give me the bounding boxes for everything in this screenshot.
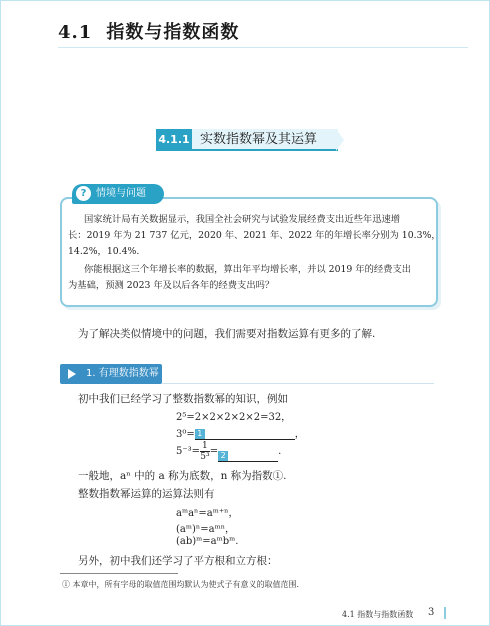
subsection-title: 1. 有理数指数幂	[86, 368, 159, 379]
page-edge-bar	[444, 607, 446, 619]
subsection-divider	[162, 383, 434, 384]
footnote-divider	[60, 573, 178, 574]
formula-zero-power	[176, 425, 305, 440]
scenario-tab-label: 情境与问题	[96, 188, 146, 199]
running-title: 4.1 指数与指数函数	[342, 610, 414, 619]
formula-zero-suffix: ，	[294, 429, 305, 440]
formula-negative-power	[176, 441, 281, 462]
rule-power: (aᵐ)ⁿ=aᵐⁿ，	[176, 524, 236, 535]
scenario-line-4: 你能根据这三个年增长率的数据，算出年平均增长率，并以 2019 年的经费支出	[84, 264, 412, 275]
body-line-3: 整数指数幂运算的运算法则有	[78, 488, 215, 500]
footnote: ① 本章中，所有字母的取值范围均默认为使式子有意义的取值范围.	[62, 580, 300, 589]
chapter-title	[58, 18, 239, 44]
intro-paragraph: 为了解决类似情境中的问题，我们需要对指数运算有更多的了解.	[78, 328, 376, 340]
chapter-number: 4.1	[58, 22, 93, 43]
blank-number-2: 2	[218, 451, 228, 461]
section-banner	[156, 129, 344, 151]
subsection-banner	[60, 364, 162, 384]
formula-zero-prefix: 3⁰=	[176, 429, 195, 440]
answer-blank-1	[195, 428, 295, 440]
blank-number-1: 1	[195, 429, 205, 439]
page-number: 3	[428, 607, 435, 618]
rule-product: aᵐaⁿ=aᵐ⁺ⁿ，	[176, 508, 239, 519]
fraction-denominator: 5³	[200, 452, 210, 462]
body-line-1: 初中我们已经学习了整数指数幂的知识，例如	[78, 393, 288, 405]
chapter-title-text: 指数与指数函数	[106, 22, 240, 43]
body-line-2: 一般地，aⁿ 中的 a 称为底数，n 称为指数①.	[78, 470, 287, 482]
chapter-divider	[58, 47, 468, 48]
formula-neg-prefix: 5⁻³=	[176, 446, 201, 457]
banner-tail	[336, 129, 344, 151]
formula-neg-eq: =	[209, 446, 219, 457]
section-number: 4.1.1	[156, 129, 192, 151]
rule-distribution: (ab)ᵐ=aᵐbᵐ.	[176, 536, 239, 547]
scenario-line-3: 14.2%，10.4%.	[68, 246, 140, 257]
scenario-tab	[72, 184, 164, 204]
section-title: 实数指数幂及其运算	[192, 129, 338, 151]
body-line-4: 另外，初中我们还学习了平方根和立方根：	[78, 555, 278, 567]
scenario-line-5: 为基础，预测 2023 年及以后各年的经费支出吗？	[68, 280, 275, 291]
fraction-numerator: 1	[202, 441, 208, 451]
question-icon: ?	[76, 186, 91, 201]
formula-neg-suffix: .	[278, 446, 282, 457]
fraction	[200, 441, 210, 462]
scenario-line-2: 长：2019 年为 21 737 亿元，2020 年、2021 年、2022 年的年增长率分别为 10.3%，	[68, 230, 441, 241]
arrow-icon	[68, 369, 76, 379]
formula-power-of-two: 2⁵=2×2×2×2×2=32，	[176, 412, 292, 423]
answer-blank-2	[218, 450, 278, 462]
scenario-line-1: 国家统计局有关数据显示，我国全社会研究与试验发展经费支出近些年迅速增	[84, 214, 401, 225]
